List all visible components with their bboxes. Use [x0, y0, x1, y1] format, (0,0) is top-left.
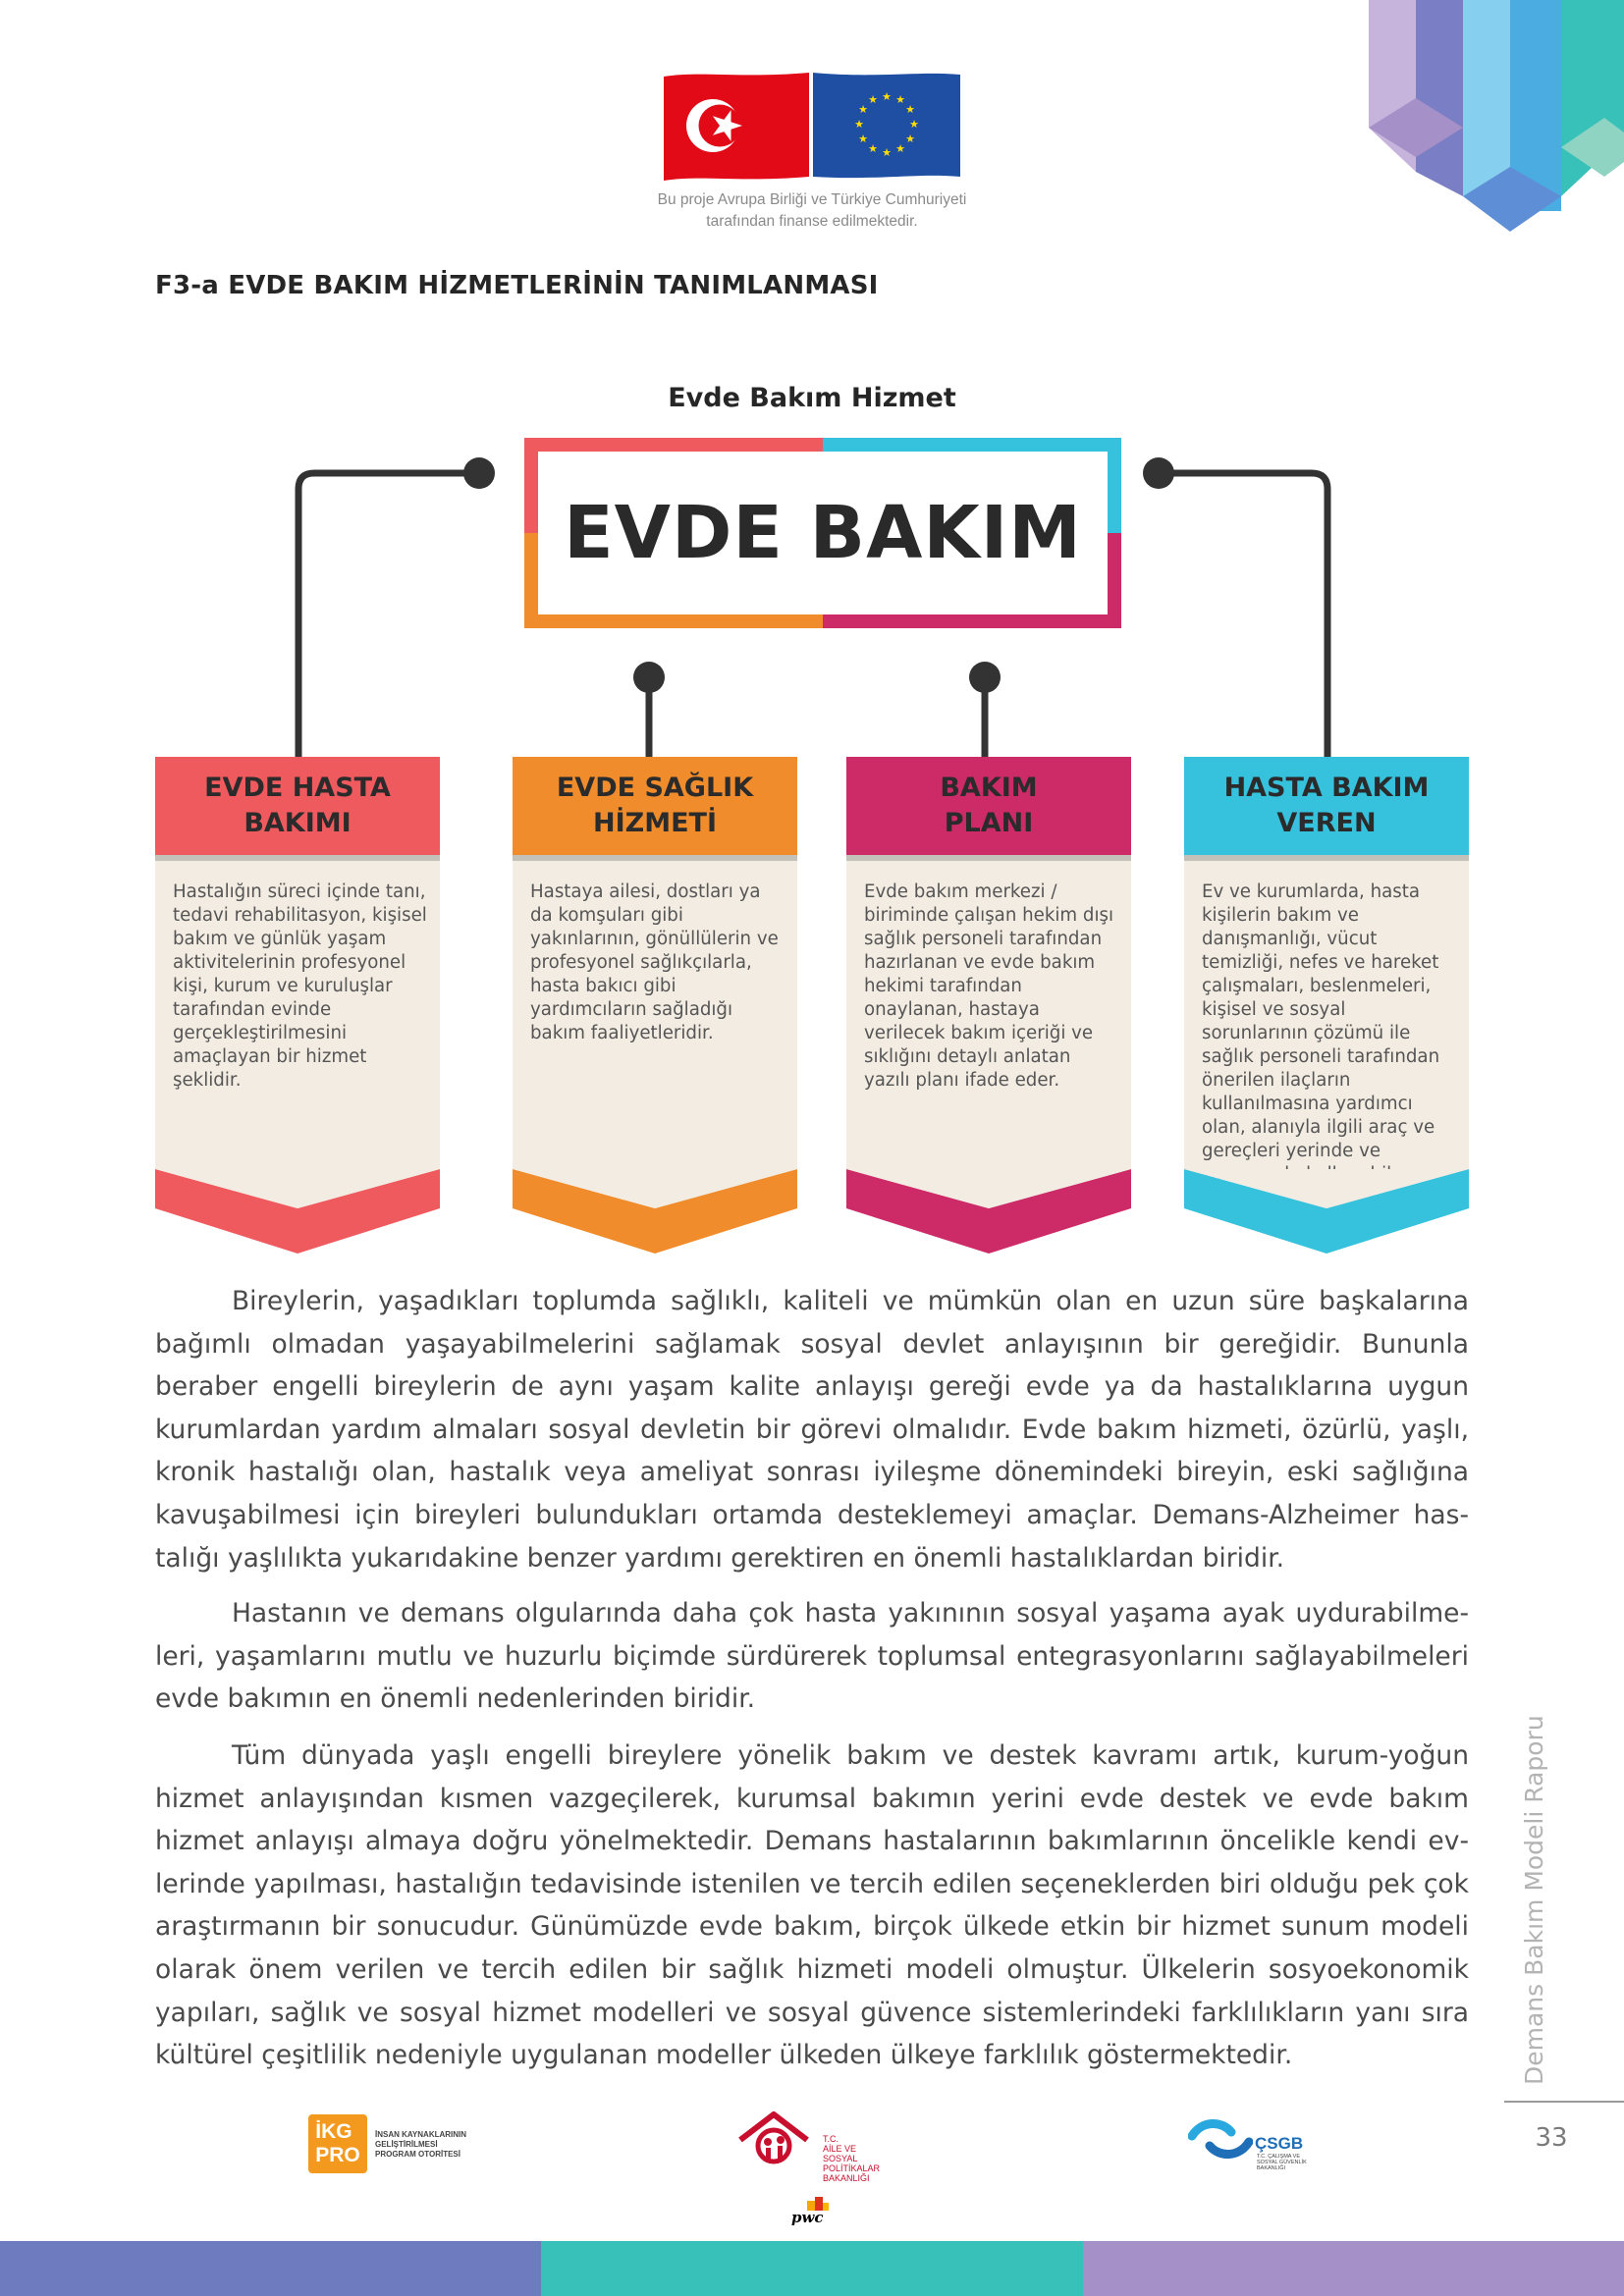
ikg-pro-text: İNSAN KAYNAKLARININ GELİŞTİRİLMESİ PROGRAM OTORİTESİ: [375, 2130, 467, 2159]
footer-color-band: [0, 2241, 1624, 2296]
paragraph-3: Tüm dünyada yaşlı engelli bireylere yönelik bakım ve destek kavramı artık, kurum-yoğun hizmet anlayışından kısmen vazgeçilerek, kurumsal bakımın yerini evde destek ve evde bakım hizmet anlayışı almaya doğru yönelmektedir. Demans hastalarının bakımlarının öncelikle kendi evlerinde yapılması, hastalığın tedavisinde istenilen ve tercih edilen seçeneklerden biri olduğu pek çok araştırmanın bir sonucudur. Günümüzde evde bakım, birçok ülkede etkin bir hizmet sunum modeli olarak önem verilen ve tercih edilen bir sağlık hizmeti modeli olmuştur. Ülkelerin sosyoekonomik yapıları, sağlık ve sosyal hizmet modelleri ve sosyal güvence sistemlerindeki farklılıkların yanı sıra kültürel çeşitlilik nedeniyle uygulanan modeller ülkeden ülkeye farklılık göstermektedir.: [155, 1740, 1469, 2071]
funding-note: Bu proje Avrupa Birliği ve Türkiye Cumhuriyeti tarafından finanse edilmektedir.: [657, 191, 967, 230]
footer-band-blue: [0, 2241, 541, 2296]
center-node: [524, 438, 1121, 628]
svg-text:★: ★: [858, 133, 868, 145]
section-title: F3-a EVDE BAKIM HİZMETLERİNİN TANIMLANMASI: [155, 271, 879, 300]
ikg-pro-mark: İKG PRO: [308, 2114, 367, 2173]
paragraph-2: Hastanın ve demans olgularında daha çok hasta yakınının sosyal yaşama ayak uydurabilmeleri, yaşamlarını mutlu ve huzurlu biçimde sürdürerek toplumsal entegrasyonlarını sağlayabilmeleri evde bakımın en önemli nedenlerinden biridir.: [155, 1598, 1469, 1715]
paragraph-1: Bireylerin, yaşadıkları toplumda sağlıklı, kaliteli ve mümkün olan en uzun süre başkalarına bağımlı olmadan yaşayabilmelerini sağlamak sosyal devlet anlayışının bir gereğidir. Bununla beraber engelli bireylerin de aynı yaşam kalite anlayışı gereği evde ya da hastalıklarına uygun kurumlardan yardım almaları sosyal devletin bir görevi olmalıdır. Evde bakım hizmeti, özürlü, yaşlı, kronik hastalığı olan, hastalık veya ameliyat sonrası iyileşme dönemindeki bireyin, eski sağlığına kavuşabilmesi için bireyleri bulundukları ortamda desteklemeyi amaçlar. Demans-Alzheimer hastalığı yaşlılıkta yukarıdakine benzer yardımı gerektiren en önemli hastalıklardan biridir.: [155, 1286, 1469, 1574]
aile-bakanligi-text: T.C. AİLE VE SOSYAL POLİTİKALAR BAKANLIĞI: [823, 2134, 881, 2183]
card-chevron: [155, 1169, 440, 1254]
csgb-wordmark: ÇSGB: [1255, 2134, 1304, 2153]
svg-text:★: ★: [868, 93, 878, 106]
svg-text:★: ★: [868, 142, 878, 155]
svg-text:★: ★: [895, 142, 905, 155]
card-chevron: [1184, 1169, 1469, 1254]
card-title: EVDE SAĞLIK HİZMETİ: [513, 757, 797, 855]
card-description: Hastaya ailesi, dostları ya da komşuları gibi yakınlarının, gönüllülerin ve profesyonel sağlıkçılarla, hasta bakıcı gibi yardımcıların sağladığı bakım faaliyetleridir.: [530, 881, 779, 1043]
card-title: BAKIM PLANI: [846, 757, 1131, 855]
ikg-pro-logo: [308, 2114, 475, 2173]
card-description: Evde bakım merkezi / biriminde çalışan hekim dışı sağlık personeli tarafından hazırlanan ve evde bakım hekimi tarafından onaylanan, hastaya verilecek bakım içeriği ve sıklığını detaylı anlatan yazılı planı ifade eder.: [864, 881, 1114, 1091]
svg-text:★: ★: [882, 146, 892, 159]
page-number-rule: [1504, 2101, 1624, 2103]
page-number: 33: [1535, 2123, 1568, 2153]
card-bakim-plani: [846, 757, 1131, 1254]
card-description: Ev ve kurumlarda, hasta kişilerin bakım ve danışmanlığı, vücut temizliği, nefes ve hareket çalışmaları, beslenmeleri, kişisel ve sosyal sorunlarının çözümü ile sağlık personeli tarafından önerilen ilaçların kullanılmasına yardımcı olan, alanıyla ilgili araç ve gereçleri yerinde ve: [1202, 881, 1440, 1161]
svg-text:★: ★: [905, 133, 915, 145]
svg-text:★: ★: [858, 103, 868, 116]
card-title: HASTA BAKIM VEREN: [1184, 757, 1469, 855]
csgb-emblem: [1188, 2116, 1253, 2160]
svg-text:★: ★: [854, 118, 864, 131]
svg-text:★: ★: [905, 103, 915, 116]
diagram-title: Evde Bakım Hizmet: [668, 383, 956, 413]
card-title: EVDE HASTA BAKIMI: [155, 757, 440, 855]
tr-eu-flags-logo: [662, 69, 962, 183]
svg-text:★: ★: [882, 90, 892, 103]
card-evde-hasta-bakimi: [155, 757, 440, 1254]
aile-bakanligi-logo: [734, 2110, 892, 2183]
card-description: Hastalığın süreci içinde tanı, tedavi rehabilitasyon, kişisel bakım ve günlük yaşam aktivitelerinin profesyonel kişi, kurum ve kuruluşlar tarafından evinde gerçekleştirilmesini amaçlayan bir hizmet şeklidir.: [173, 881, 427, 1091]
report-side-label: Demans Bakım Modeli Raporu: [1520, 1715, 1548, 2085]
csgb-subtext: T.C. ÇALIŞMA VE SOSYAL GÜVENLİK BAKANLIĞI: [1257, 2154, 1307, 2171]
csgb-logo: [1188, 2112, 1326, 2171]
pwc-wordmark: pwc: [791, 2209, 824, 2226]
card-hasta-bakim-veren: [1184, 757, 1469, 1254]
footer-band-purple: [1083, 2241, 1624, 2296]
pwc-logo: [784, 2195, 833, 2234]
center-node-label: EVDE BAKIM: [564, 491, 1082, 575]
card-chevron: [846, 1169, 1131, 1254]
card-evde-saglik-hizmeti: [513, 757, 797, 1254]
svg-text:★: ★: [909, 118, 919, 131]
corner-decoration: [1369, 0, 1624, 236]
footer-band-teal: [541, 2241, 1082, 2296]
aile-bakanligi-emblem: [734, 2110, 823, 2169]
svg-text:★: ★: [895, 93, 905, 106]
card-chevron: [513, 1169, 797, 1254]
